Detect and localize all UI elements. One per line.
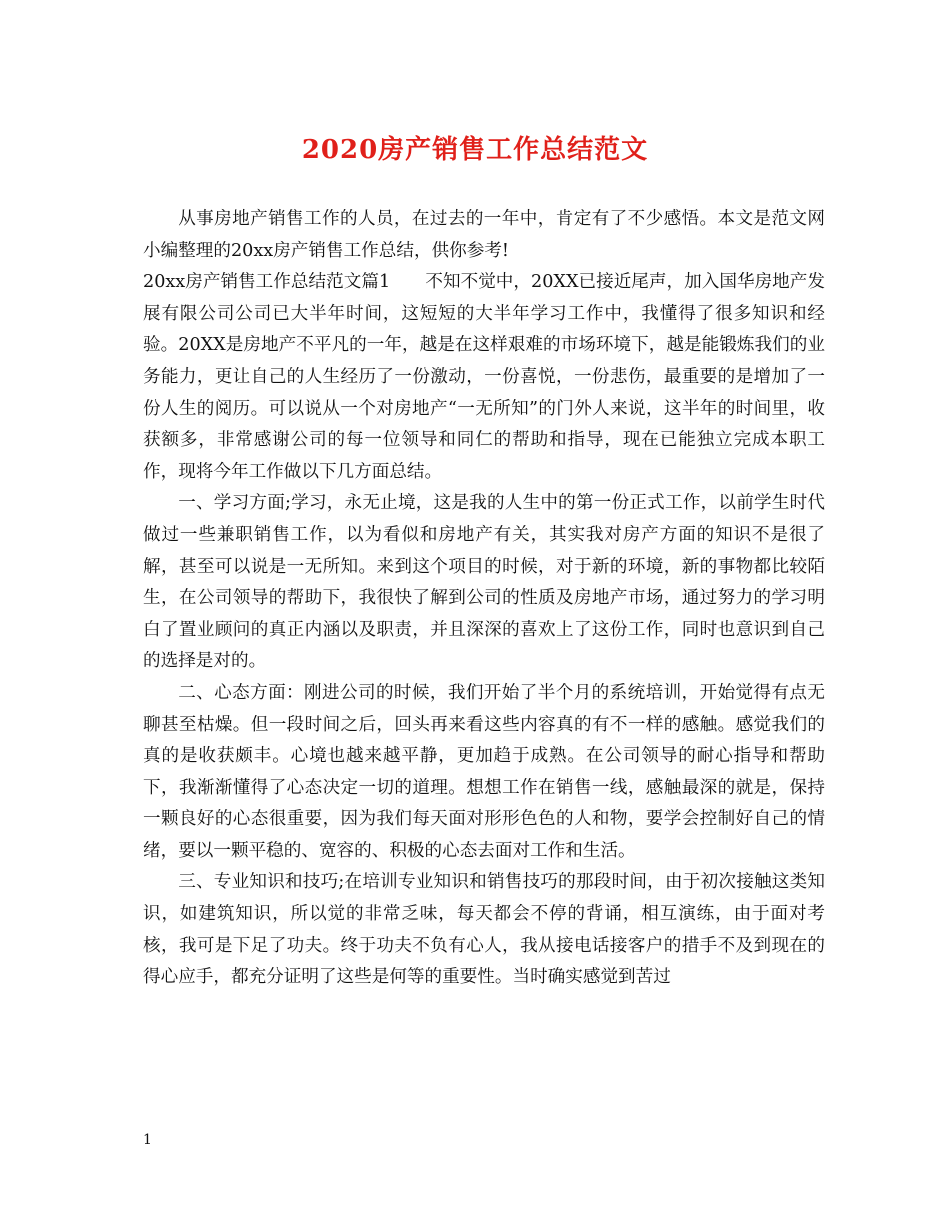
study-paragraph: 一、学习方面;学习，永无止境，这是我的人生中的第一份正式工作，以前学生时代做过一些兼职销售工作，以为看似和房地产有关，其实我对房产方面的知识不是很了解，甚至可以说是一无所知。来到这个项目的时候，对于新的环境，新的事物都比较陌生，在公司领导的帮助下，我很快了解到公司的性质及房地产市场，通过努力的学习明白了置业顾问的真正内涵以及职责，并且深深的喜欢上了这份工作，同时也意识到自己的选择是对的。: [143, 493, 825, 672]
skills-paragraph: 三、专业知识和技巧;在培训专业知识和销售技巧的那段时间，由于初次接触这类知识，如建筑知识，所以觉的非常乏味，每天都会不停的背诵，相互演练，由于面对考核，我可是下足了功夫。终于功夫不负有心人，我从接电话接客户的措手不及到现在的得心应手，都充分证明了这些是何等的重要性。当时确实感觉到苦过: [143, 872, 825, 988]
intro-paragraph: 从事房地产销售工作的人员，在过去的一年中，肯定有了不少感悟。本文是范文网小编整理的20xx房产销售工作总结，供你参考!: [143, 209, 825, 261]
document-title: 2020房产销售工作总结范文: [301, 135, 649, 165]
document-body: [143, 204, 825, 994]
section-paragraph: 20xx房产销售工作总结范文篇1 不知不觉中，20XX已接近尾声，加入国华房地产发展有限公司公司已大半年时间，这短短的大半年学习工作中，我懂得了很多知识和经验。20XX是房地产不平凡的一年，越是在这样艰难的市场环境下，越是能锻炼我们的业务能力，更让自己的人生经历了一份激动，一份喜悦，一份悲伤，最重要的是增加了一份人生的阅历。可以说从一个对房地产“一无所知”的门外人来说，这半年的时间里，收获额多，非常感谢公司的每一位领导和同仁的帮助和指导，现在已能独立完成本职工作，现将今年工作做以下几方面总结。: [143, 272, 825, 482]
page-number: 1: [143, 1132, 152, 1148]
mindset-paragraph: 二、心态方面：刚进公司的时候，我们开始了半个月的系统培训，开始觉得有点无聊甚至枯燥。但一段时间之后，回头再来看这些内容真的有不一样的感触。感觉我们的真的是收获颇丰。心境也越来越平静，更加趋于成熟。在公司领导的耐心指导和帮助下，我渐渐懂得了心态决定一切的道理。想想工作在销售一线，感触最深的就是，保持一颗良好的心态很重要，因为我们每天面对形形色色的人和物，要学会控制好自己的情绪，要以一颗平稳的、宽容的、积极的心态去面对工作和生活。: [143, 682, 825, 861]
